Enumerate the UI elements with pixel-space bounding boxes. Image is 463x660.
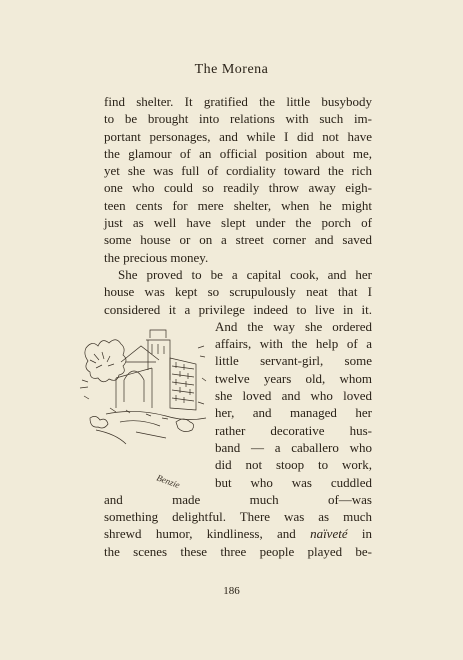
text-line: portant personages, and while I did not have	[104, 128, 372, 144]
text-line: twelve years old, whom	[215, 370, 372, 386]
italic-word: naïveté	[310, 526, 348, 542]
text-line: the scenes these three people played be-	[104, 543, 372, 559]
text-line	[104, 525, 372, 542]
text-line: house was kept so scrupulously neat that I	[104, 284, 372, 300]
text-fragment: shrewd humor, kindliness, and	[104, 526, 311, 542]
text-line: one who could so readily throw away eigh-	[104, 180, 372, 196]
text-line: And the way she ordered	[215, 318, 372, 334]
text-line: band — a caballero who	[215, 439, 372, 455]
text-line: the glamour of an official position about me,	[104, 145, 372, 161]
text-line: yet she was full of cordiality toward the rich	[104, 163, 372, 179]
text-line: did not stoop to work,	[215, 457, 372, 473]
text-line: rather decorative hus-	[215, 422, 372, 438]
text-line: something delightful. There was as much	[104, 509, 372, 525]
text-line: the precious money.	[104, 249, 209, 265]
page-number: 186	[223, 585, 240, 597]
ruin-sketch	[76, 318, 211, 490]
text-line: she loved and who loved	[215, 388, 372, 404]
text-line: considered it a privilege indeed to live in it.	[104, 301, 372, 317]
text-line: little servant-girl, some	[215, 353, 372, 369]
illustration-signature: Benzie	[155, 472, 182, 490]
text-fragment: in	[347, 526, 372, 542]
text-line: some house or on a street corner and saved	[104, 232, 372, 248]
text-line: and made much of—was	[104, 491, 372, 507]
illustrated-block	[104, 318, 372, 508]
text-line: affairs, with the help of a	[215, 336, 372, 352]
text-line: just as well have slept under the porch of	[104, 215, 372, 231]
body-text	[104, 93, 372, 560]
running-header: The Morena	[194, 62, 269, 77]
text-line: find shelter. It gratified the little busybody	[104, 94, 372, 109]
text-line: She proved to be a capital cook, and her	[118, 266, 372, 282]
text-line: teen cents for mere shelter, when he might	[104, 197, 372, 213]
text-line: to be brought into relations with such im-	[104, 111, 372, 127]
text-line: her, and managed her	[215, 405, 372, 421]
text-line: but who was cuddled	[215, 474, 372, 490]
gateway-illustration	[104, 318, 209, 488]
